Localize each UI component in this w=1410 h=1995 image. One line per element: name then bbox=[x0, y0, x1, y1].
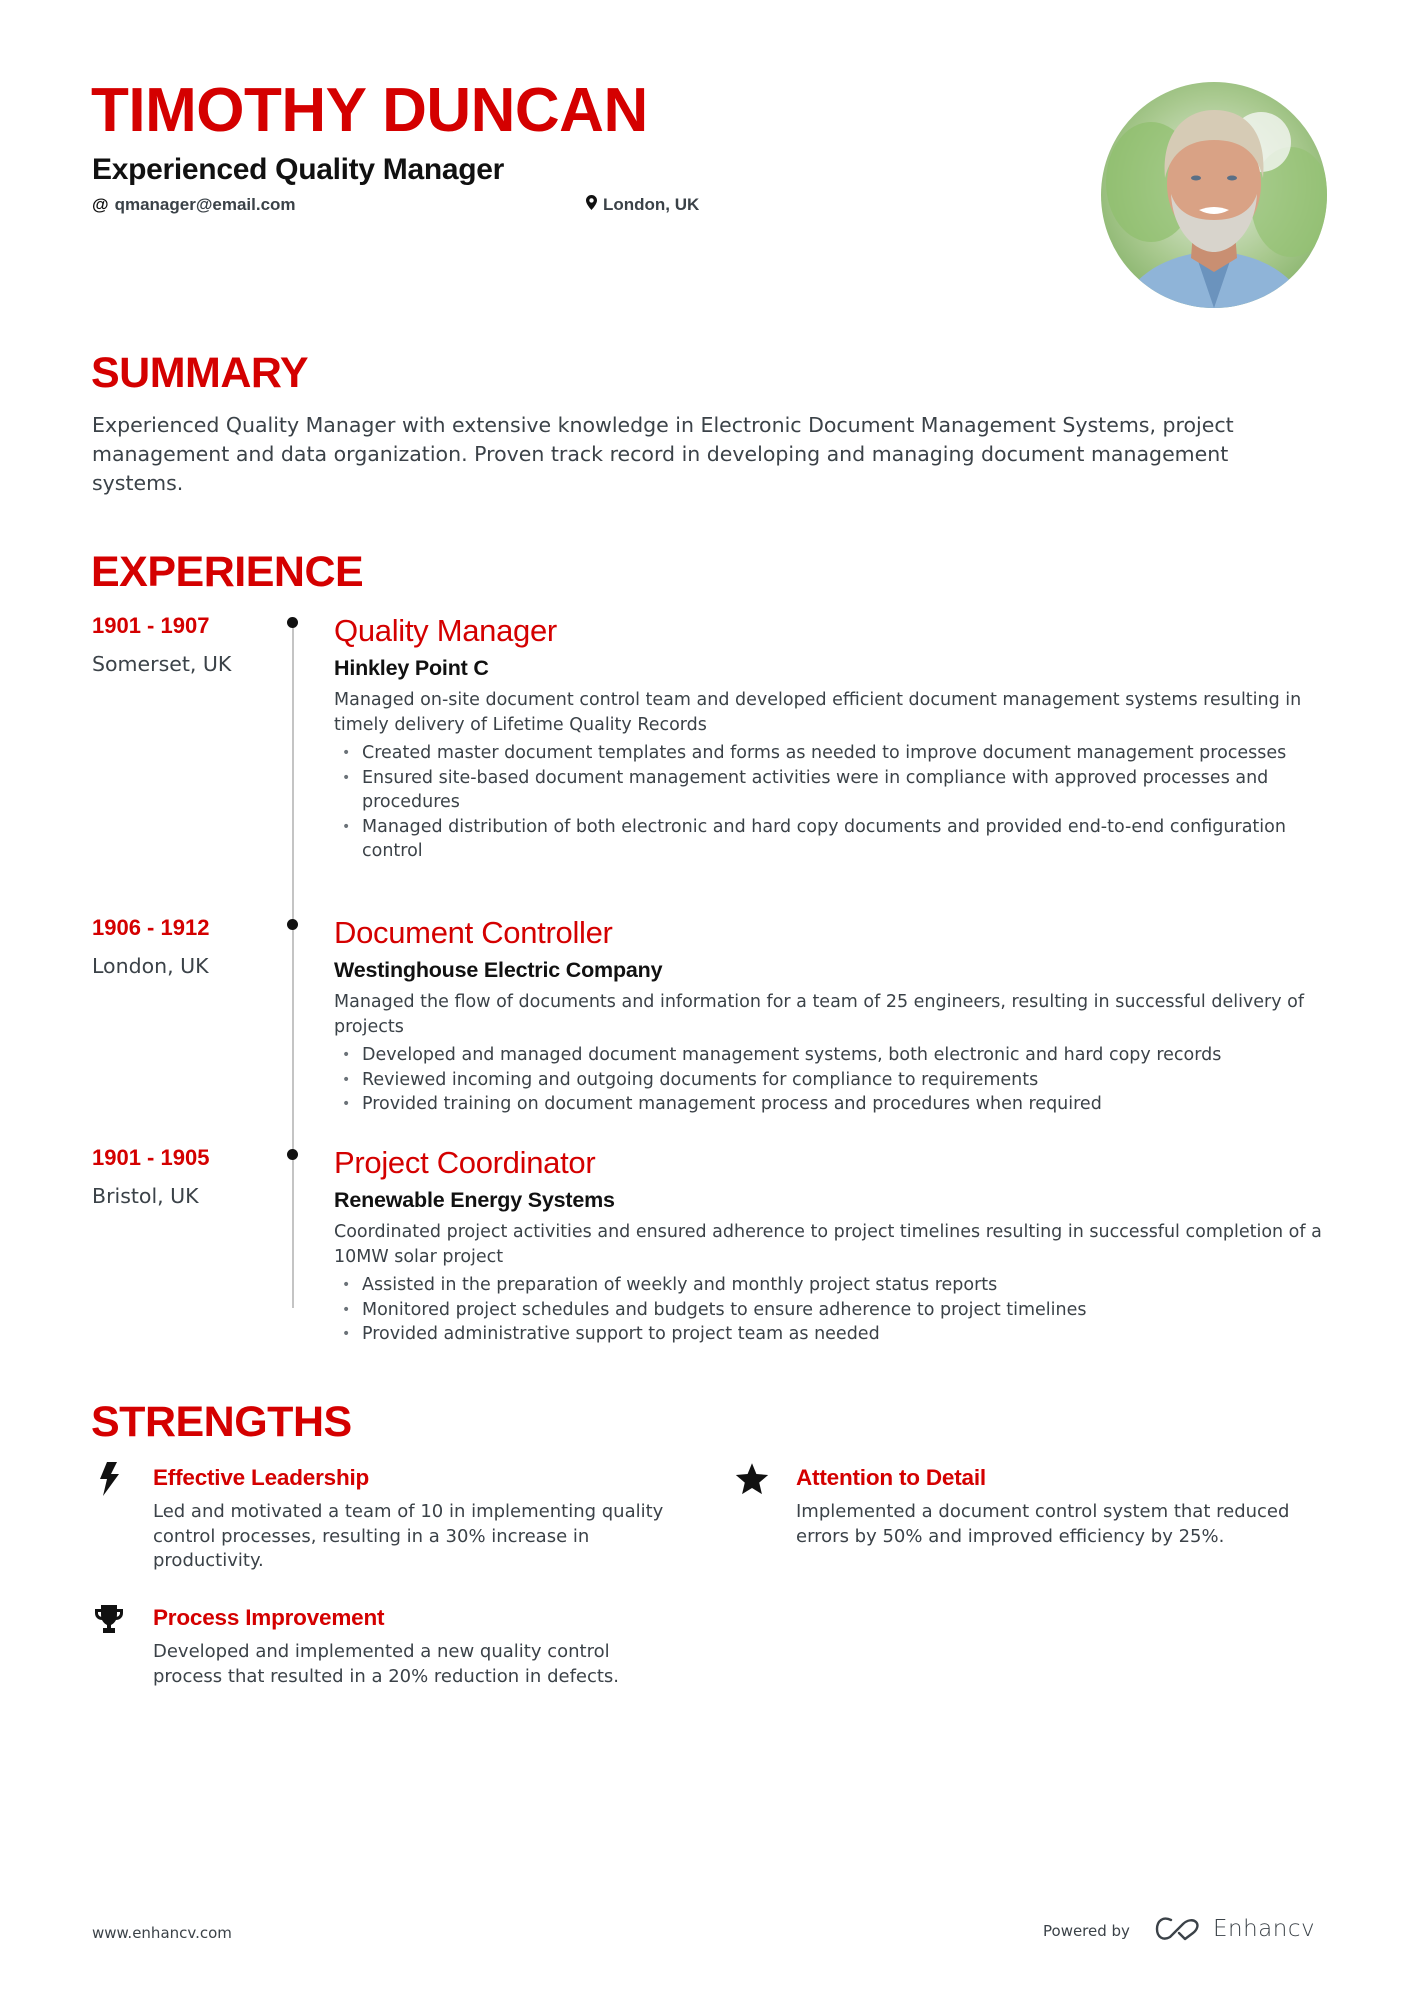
bullet-text: Provided administrative support to project team as needed bbox=[362, 1324, 880, 1344]
bullet-icon: • bbox=[342, 818, 351, 835]
bullet-text: Created master document templates and forms as needed to improve document management processes bbox=[362, 743, 1287, 763]
bullet-text: Monitored project schedules and budgets to ensure adherence to project timelines bbox=[362, 1299, 1087, 1320]
candidate-title: Experienced Quality Manager bbox=[92, 153, 505, 186]
timeline-dot bbox=[287, 1149, 298, 1160]
job-title: Project Coordinator bbox=[334, 1145, 596, 1180]
experience-dates: 1901 - 1907 bbox=[92, 613, 210, 638]
job-bullets bbox=[334, 1273, 1334, 1347]
bullet-icon: • bbox=[342, 1047, 351, 1063]
strength-title: Process Improvement bbox=[153, 1605, 385, 1630]
bullet-text: Ensured site-based document management activities were in compliance with approved processes and procedures bbox=[362, 767, 1269, 812]
strength-description: Implemented a document control system that reduced errors by 50% and improved efficiency by 25%. bbox=[796, 1501, 1290, 1547]
bullet-item bbox=[334, 1273, 1334, 1298]
enhancv-brand-text: Enhancv bbox=[1213, 1916, 1316, 1942]
bullet-icon: • bbox=[342, 769, 351, 786]
experience-location: Somerset, UK bbox=[92, 652, 232, 676]
job-title: Document Controller bbox=[334, 915, 613, 950]
summary-text: Experienced Quality Manager with extensive knowledge in Electronic Document Management Systems, project management and data organization. Proven track record in developing and managing document management systems. bbox=[92, 413, 1234, 495]
contact-location bbox=[586, 194, 699, 216]
enhancv-logo-icon bbox=[1155, 1916, 1201, 1942]
job-description: Managed the flow of documents and information for a team of 25 engineers, resulting in successful delivery of projects bbox=[334, 992, 1305, 1037]
timeline-line bbox=[292, 622, 294, 1308]
bullet-icon: • bbox=[342, 1096, 351, 1112]
strengths-heading: STRENGTHS bbox=[91, 1398, 352, 1446]
bullet-item bbox=[334, 1068, 1334, 1093]
footer-powered-by: Powered by bbox=[1043, 1922, 1130, 1940]
bullet-item bbox=[334, 1298, 1334, 1323]
bullet-item bbox=[334, 815, 1334, 864]
bullet-item bbox=[334, 1092, 1334, 1117]
experience-location: Bristol, UK bbox=[92, 1184, 199, 1208]
bullet-item bbox=[334, 766, 1334, 815]
experience-body bbox=[334, 914, 1334, 1117]
location-text: London, UK bbox=[603, 195, 700, 214]
experience-dates: 1906 - 1912 bbox=[92, 915, 210, 940]
bullet-icon: • bbox=[342, 1301, 351, 1318]
job-description: Coordinated project activities and ensured adherence to project timelines resulting in successful completion of a 10MW solar project bbox=[334, 1222, 1322, 1267]
profile-photo bbox=[1101, 82, 1327, 308]
company-name: Renewable Energy Systems bbox=[334, 1188, 615, 1212]
bullet-icon: • bbox=[342, 1071, 351, 1088]
bullet-text: Developed and managed document management systems, both electronic and hard copy records bbox=[362, 1045, 1222, 1065]
map-pin-icon bbox=[586, 194, 597, 216]
experience-body bbox=[334, 612, 1334, 864]
strength-title: Effective Leadership bbox=[153, 1465, 370, 1490]
candidate-name: TIMOTHY DUNCAN bbox=[91, 76, 648, 145]
experience-heading: EXPERIENCE bbox=[91, 548, 364, 596]
job-description: Managed on-site document control team and developed efficient document management systems resulting in timely delivery of Lifetime Quality Records bbox=[334, 690, 1302, 735]
experience-location: London, UK bbox=[92, 954, 209, 978]
bullet-icon: • bbox=[342, 745, 351, 761]
bullet-item bbox=[334, 741, 1334, 766]
strength-description: Led and motivated a team of 10 in implementing quality control processes, resulting in a 30% increase in productivity. bbox=[153, 1501, 664, 1571]
bullet-text: Assisted in the preparation of weekly and monthly project status reports bbox=[362, 1275, 998, 1295]
timeline-dot bbox=[287, 919, 298, 930]
bullet-item bbox=[334, 1322, 1334, 1347]
bullet-item bbox=[334, 1043, 1334, 1068]
timeline-dot bbox=[287, 617, 298, 628]
strength-description: Developed and implemented a new quality control process that resulted in a 20% reduction in defects. bbox=[153, 1641, 620, 1687]
at-sign-icon: @ bbox=[92, 195, 109, 214]
experience-dates: 1901 - 1905 bbox=[92, 1145, 210, 1170]
company-name: Hinkley Point C bbox=[334, 656, 489, 680]
contact-email[interactable] bbox=[92, 194, 296, 216]
bullet-text: Managed distribution of both electronic and hard copy documents and provided end-to-end configuration control bbox=[362, 816, 1286, 861]
strength-title: Attention to Detail bbox=[796, 1465, 986, 1490]
enhancv-logo[interactable] bbox=[1155, 1914, 1315, 1944]
company-name: Westinghouse Electric Company bbox=[334, 958, 663, 982]
job-title: Quality Manager bbox=[334, 613, 557, 648]
star-icon bbox=[735, 1462, 769, 1496]
bullet-text: Reviewed incoming and outgoing documents for compliance to requirements bbox=[362, 1069, 1039, 1090]
lightning-bolt-icon bbox=[92, 1462, 126, 1496]
job-bullets bbox=[334, 741, 1334, 864]
bullet-icon: • bbox=[342, 1277, 351, 1293]
bullet-icon: • bbox=[342, 1326, 351, 1342]
trophy-icon bbox=[92, 1602, 126, 1636]
experience-body bbox=[334, 1144, 1334, 1347]
email-text: qmanager@email.com bbox=[114, 195, 296, 214]
footer-website-link[interactable]: www.enhancv.com bbox=[92, 1924, 232, 1942]
summary-heading: SUMMARY bbox=[91, 349, 309, 397]
bullet-text: Provided training on document management process and procedures when required bbox=[362, 1094, 1102, 1114]
job-bullets bbox=[334, 1043, 1334, 1117]
